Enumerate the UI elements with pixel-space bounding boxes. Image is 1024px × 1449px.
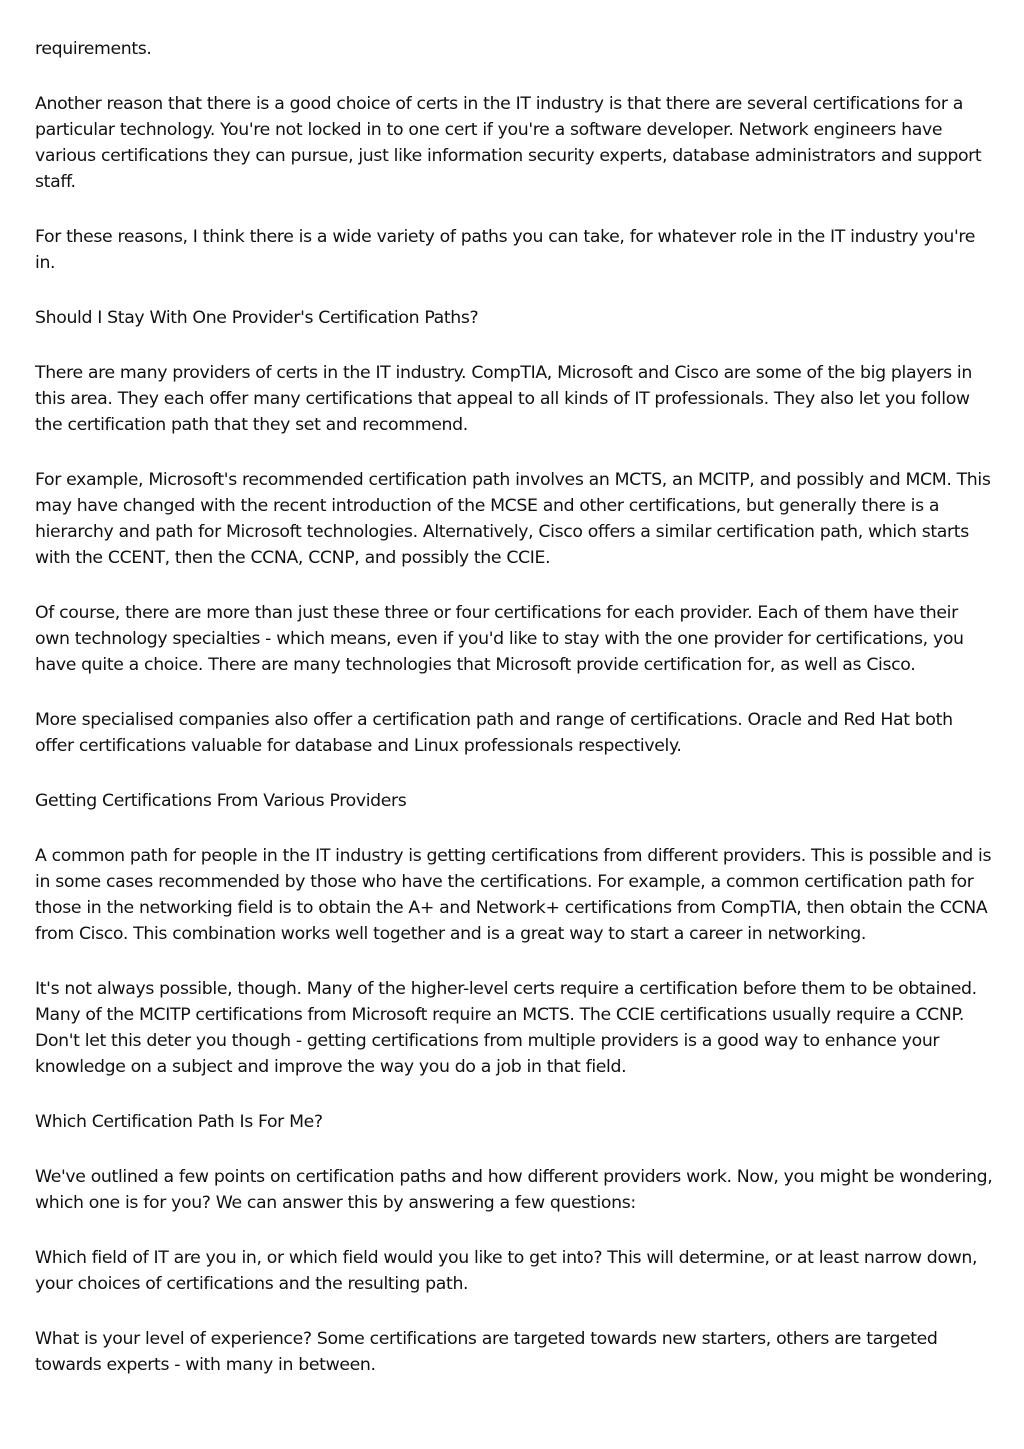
section-heading-various-providers: Getting Certifications From Various Providers <box>35 791 407 811</box>
section-heading-which-path: Which Certification Path Is For Me? <box>35 1112 323 1132</box>
paragraph-specialties: Of course, there are more than just these three or four certifications for each provider. Each of them have their own technology specialties - which means, even if you'd like to stay with the one provider for certifications, you have quite a choice. There are many technologies that Microsoft provide certification for, as well as Cisco. <box>35 603 964 675</box>
paragraph-outlined-points: We've outlined a few points on certification paths and how different providers work. Now, you might be wondering, which one is for you? We can answer this by answering a few questions: <box>35 1167 993 1213</box>
paragraph-common-path: A common path for people in the IT industry is getting certifications from different providers. This is possible and is in some cases recommended by those who have the certifications. For example, a common certification path for those in the networking field is to obtain the A+ and Network+ certifications from CompTIA, then obtain the CCNA from Cisco. This combination works well together and is a great way to start a career in networking. <box>35 846 992 944</box>
paragraph-cert-choice: Another reason that there is a good choice of certs in the IT industry is that there are several certifications for a particular technology. You're not locked in to one cert if you're a software developer. Network engineers have various certifications they can pursue, just like information security experts, database administrators and support staff. <box>35 94 982 192</box>
paragraph-experience-level: What is your level of experience? Some certifications are targeted towards new starters, others are targeted towards experts - with many in between. <box>35 1329 938 1375</box>
section-heading-one-provider: Should I Stay With One Provider's Certification Paths? <box>35 308 479 328</box>
paragraph-specialised-companies: More specialised companies also offer a certification path and range of certifications. Oracle and Red Hat both offer certifications valuable for database and Linux professionals respectively. <box>35 710 953 756</box>
paragraph-continuation: requirements. <box>35 39 152 59</box>
paragraph-which-field: Which field of IT are you in, or which field would you like to get into? This will determine, or at least narrow down, your choices of certifications and the resulting path. <box>35 1248 978 1294</box>
paragraph-providers: There are many providers of certs in the IT industry. CompTIA, Microsoft and Cisco are some of the big players in this area. They each offer many certifications that appeal to all kinds of IT professionals. They also let you follow the certification path that they set and recommend. <box>35 363 972 435</box>
paragraph-not-always-possible: It's not always possible, though. Many of the higher-level certs require a certification before them to be obtained. Many of the MCITP certifications from Microsoft require an MCTS. The CCIE certifications usually require a CCNP. Don't let this deter you though - getting certifications from multiple providers is a good way to enhance your knowledge on a subject and improve the way you do a job in that field. <box>35 979 977 1077</box>
document-page <box>35 36 993 1407</box>
paragraph-microsoft-path: For example, Microsoft's recommended certification path involves an MCTS, an MCITP, and possibly and MCM. This may have changed with the recent introduction of the MCSE and other certifications, but generally there is a hierarchy and path for Microsoft technologies. Alternatively, Cisco offers a similar certification path, which starts with the CCENT, then the CCNA, CCNP, and possibly the CCIE. <box>35 470 991 568</box>
paragraph-variety-of-paths: For these reasons, I think there is a wide variety of paths you can take, for whatever role in the IT industry you're in. <box>35 227 976 273</box>
